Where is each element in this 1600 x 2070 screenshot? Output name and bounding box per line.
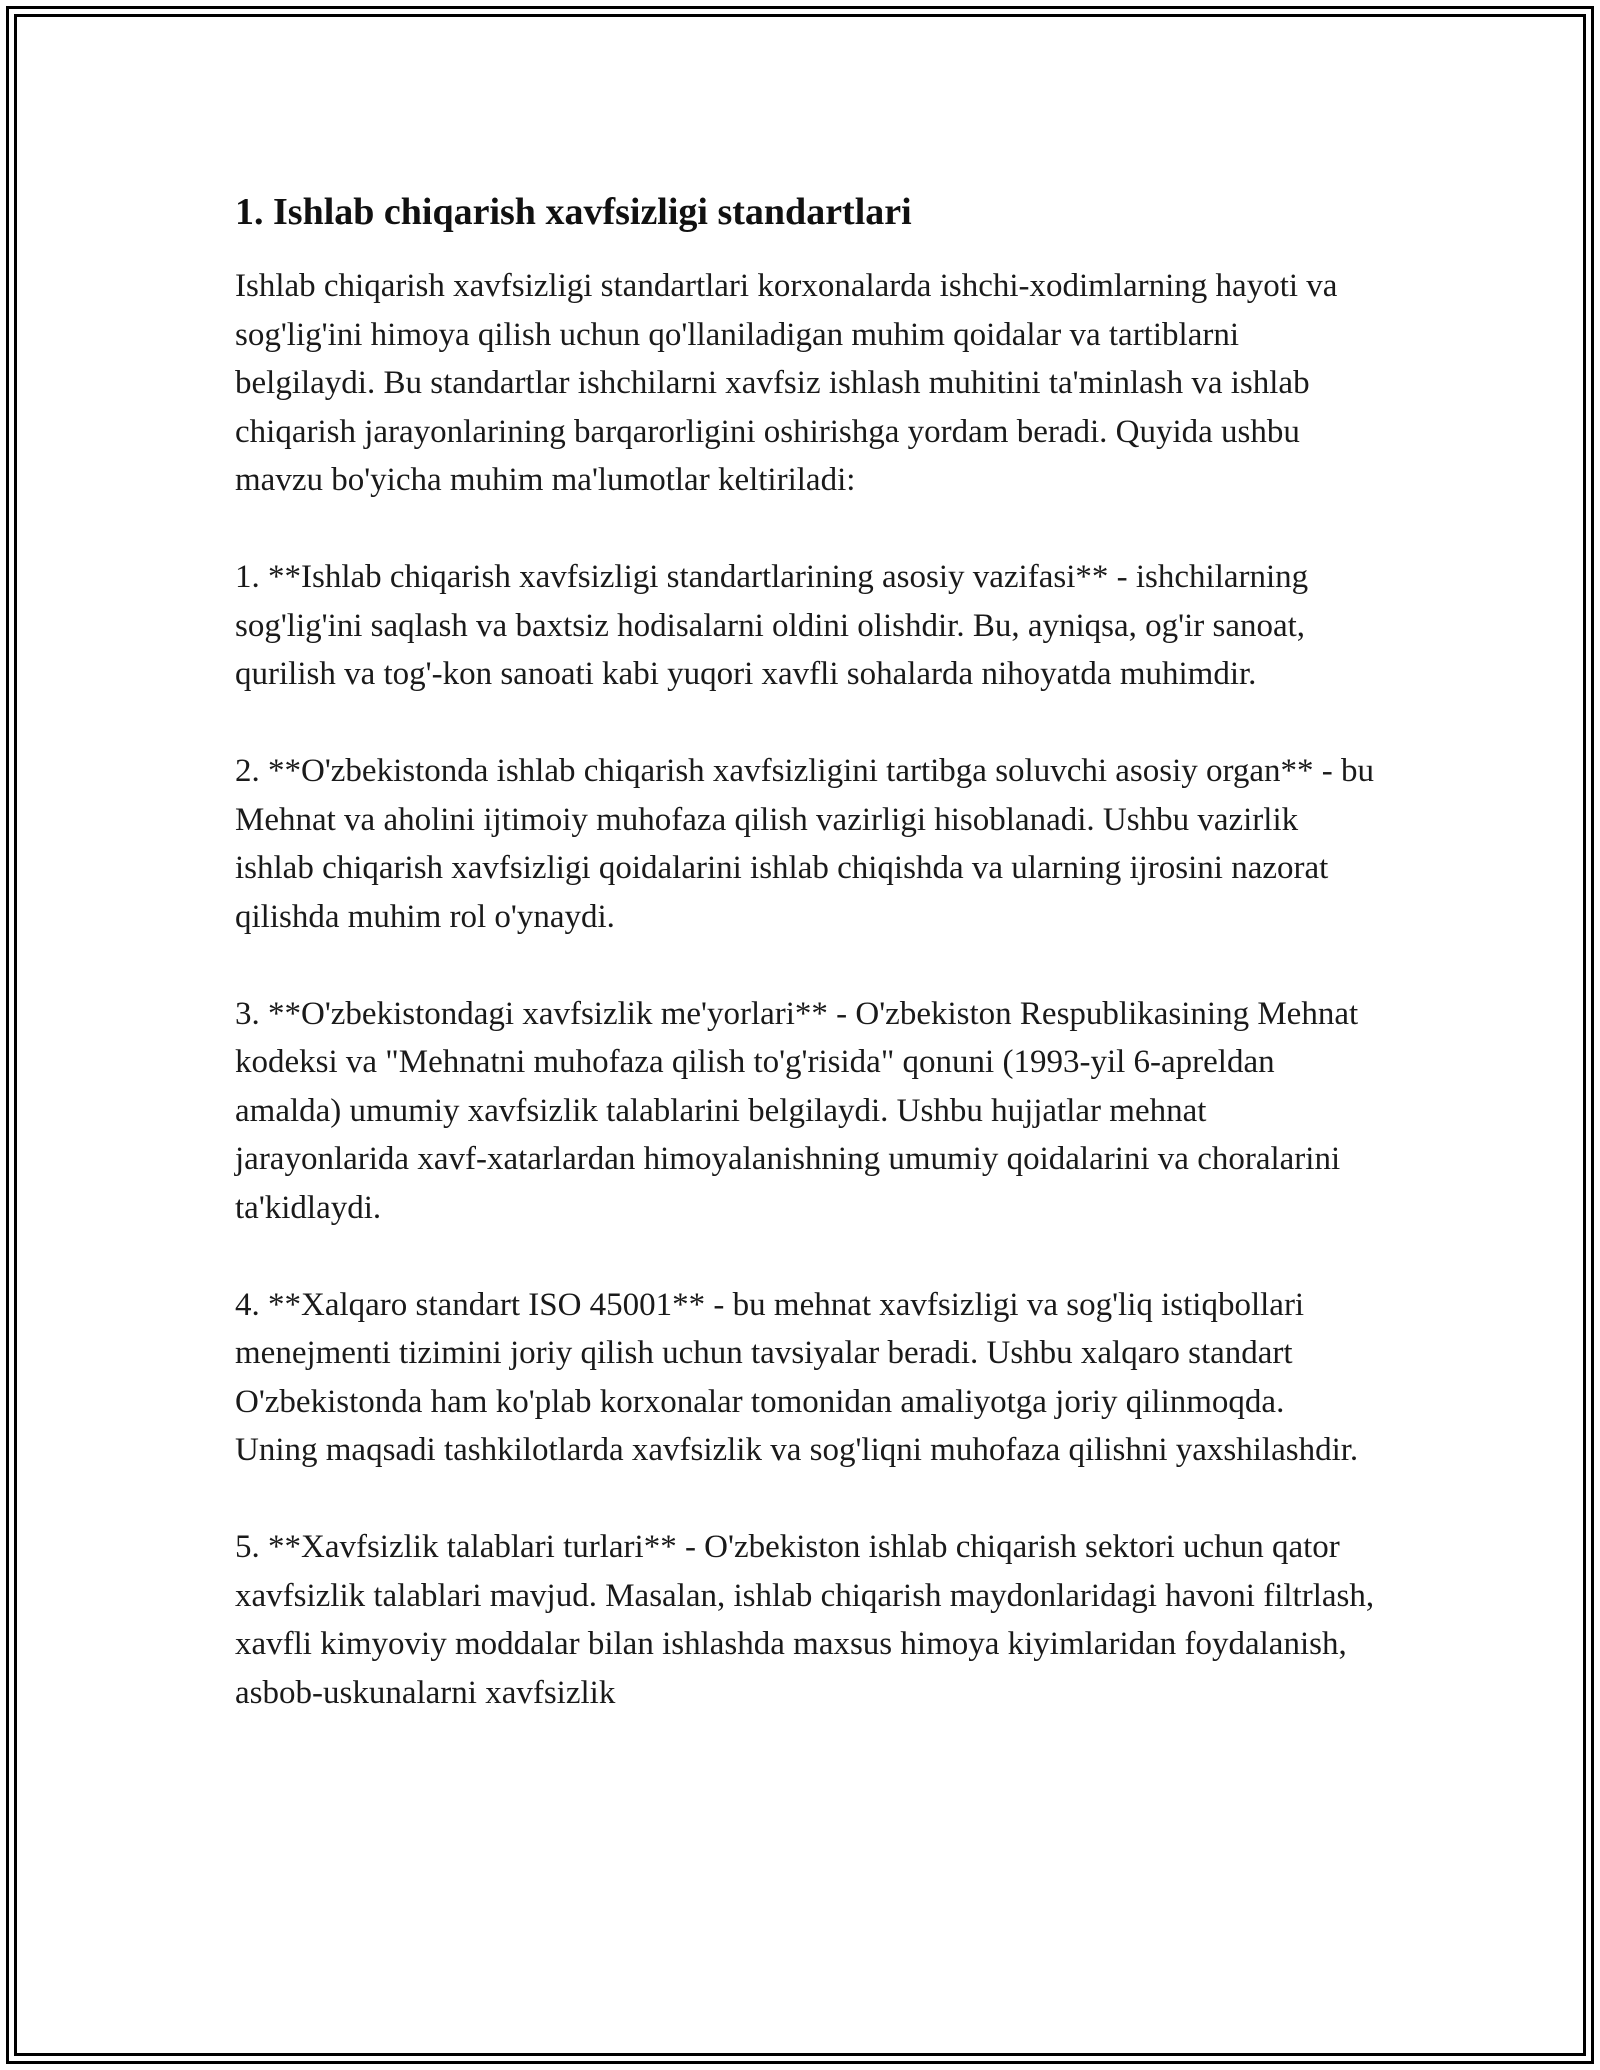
list-item-1: 1. **Ishlab chiqarish xavfsizligi standartlarining asosiy vazifasi** - ishchilarning sog'lig'ini saqlash va baxtsiz hodisalarni oldini olishdir. Bu, ayniqsa, og'ir sanoat, qurilish va tog'-kon sanoati kabi yuqori xavfli sohalarda nihoyatda muhimdir. xyxy=(235,559,1309,692)
list-item-3: 3. **O'zbekistondagi xavfsizlik me'yorlari** - O'zbekiston Respublikasining Mehnat kodeksi va "Mehnatni muhofaza qilish to'g'risida" qonuni (1993-yil 6-apreldan amalda) umumiy xavfsizlik talablarini belgilaydi. Ushbu hujjatlar mehnat jarayonlarida xavf-xatarlardan himoyalanishning umumiy qoidalarini va choralarini ta'kidlaydi. xyxy=(235,995,1359,1226)
intro-paragraph: Ishlab chiqarish xavfsizligi standartlari korxonalarda ishchi-xodimlarning hayoti va sog'lig'ini himoya qilish uchun qo'llaniladigan muhim qoidalar va tartiblarni belgilaydi. Bu standartlar ishchilarni xavfsiz ishlash muhitini ta'minlash va ishlab chiqarish jarayonlarining barqarorligini oshirishga yordam beradi. Quyida ushbu mavzu bo'yicha muhim ma'lumotlar keltiriladi: xyxy=(235,268,1338,498)
document-body xyxy=(235,188,1375,1766)
list-item-4: 4. **Xalqaro standart ISO 45001** - bu mehnat xavfsizligi va sog'liq istiqbollari menejmenti tizimini joriy qilish uchun tavsiyalar beradi. Ushbu xalqaro standart O'zbekistonda ham ko'plab korxonalar tomonidan amaliyotga joriy qilinmoqda. Uning maqsadi tashkilotlarda xavfsizlik va sog'liqni muhofaza qilishni yaxshilashdir. xyxy=(235,1286,1359,1468)
list-item-2: 2. **O'zbekistonda ishlab chiqarish xavfsizligini tartibga soluvchi asosiy organ** - bu Mehnat va aholini ijtimoiy muhofaza qilish vazirligi hisoblanadi. Ushbu vazirlik ishlab chiqarish xavfsizligi qoidalarini ishlab chiqishda va ularning ijrosini nazorat qilishda muhim rol o'ynaydi. xyxy=(235,753,1375,935)
section-heading: 1. Ishlab chiqarish xavfsizligi standartlari xyxy=(235,191,912,233)
list-item-5: 5. **Xavfsizlik talablari turlari** - O'zbekiston ishlab chiqarish sektori uchun qator xavfsizlik talablari mavjud. Masalan, ishlab chiqarish maydonlaridagi havoni filtrlash, xavfli kimyoviy moddalar bilan ishlashda maxsus himoya kiyimlaridan foydalanish, asbob-uskunalarni xavfsizlik xyxy=(235,1529,1375,1711)
